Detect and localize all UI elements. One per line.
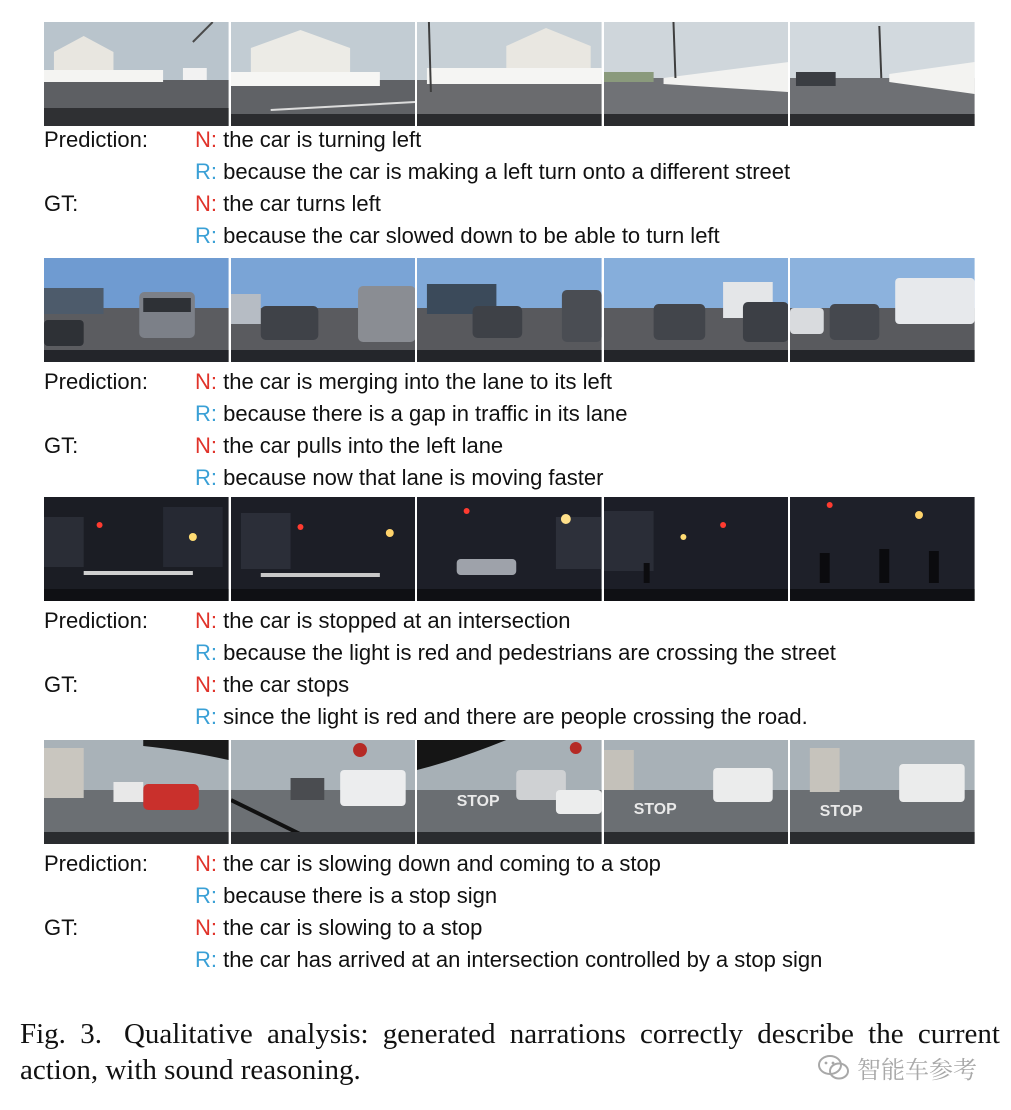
example-3-gt-narration [195, 672, 349, 698]
reasoning-tag: R: [195, 947, 217, 972]
example-4-frames [44, 740, 975, 844]
example-4-frame-4 [604, 740, 791, 844]
example-2-frame-2 [231, 258, 418, 362]
reasoning-text: because the light is red and pedestrians are crossing the street [217, 640, 836, 665]
example-2-gt-narration [195, 433, 503, 459]
narration-text: the car turns left [217, 191, 381, 216]
example-3-frame-2 [231, 497, 418, 601]
example-1-frames [44, 22, 975, 126]
example-4-gt-reasoning [195, 947, 822, 973]
reasoning-tag: R: [195, 159, 217, 184]
example-2-gt-reasoning [195, 465, 603, 491]
wechat-icon [817, 1054, 851, 1082]
example-3-frame-5 [790, 497, 975, 601]
narration-tag: N: [195, 672, 217, 697]
example-1-prediction-reasoning [195, 159, 790, 185]
narration-text: the car is slowing to a stop [217, 915, 483, 940]
example-4-prediction-narration [195, 851, 661, 877]
example-1-frame-4 [604, 22, 791, 126]
narration-tag: N: [195, 433, 217, 458]
caption-text: Qualitative analysis: generated narrations correctly describe the current action, with sound reasoning. [20, 1018, 1000, 1086]
reasoning-tag: R: [195, 465, 217, 490]
stop-road-marking: STOP [820, 802, 864, 821]
example-4-gt-narration [195, 915, 482, 941]
reasoning-text: because the car slowed down to be able to turn left [217, 223, 720, 248]
narration-tag: N: [195, 127, 217, 152]
example-1-gt-reasoning [195, 223, 720, 249]
example-1-prediction-label: Prediction: [44, 127, 148, 152]
narration-text: the car is stopped at an intersection [217, 608, 571, 633]
narration-tag: N: [195, 191, 217, 216]
example-2-prediction-narration [195, 369, 612, 395]
example-1-frame-2 [231, 22, 418, 126]
example-3-gt-label: GT: [44, 672, 79, 697]
narration-text: the car is slowing down and coming to a stop [217, 851, 661, 876]
example-4-frame-3 [417, 740, 604, 844]
example-2-frame-4 [604, 258, 791, 362]
reasoning-text: because there is a gap in traffic in its lane [217, 401, 628, 426]
stop-road-marking: STOP [456, 792, 500, 811]
watermark-text: 智能车参考 [857, 1056, 977, 1084]
example-3-frame-1 [44, 497, 231, 601]
example-2-frame-5 [790, 258, 975, 362]
example-4-frame-5 [790, 740, 975, 844]
reasoning-text: because there is a stop sign [217, 883, 498, 908]
narration-text: the car is turning left [217, 127, 422, 152]
narration-tag: N: [195, 369, 217, 394]
narration-tag: N: [195, 851, 217, 876]
example-2-prediction-label: Prediction: [44, 369, 148, 394]
example-2-prediction-reasoning [195, 401, 628, 427]
reasoning-text: because the car is making a left turn onto a different street [217, 159, 791, 184]
example-4-gt-label: GT: [44, 915, 79, 940]
narration-text: the car pulls into the left lane [217, 433, 504, 458]
reasoning-text: because now that lane is moving faster [217, 465, 604, 490]
narration-text: the car is merging into the lane to its left [217, 369, 612, 394]
example-3-prediction-reasoning [195, 640, 836, 666]
example-2-frame-3 [417, 258, 604, 362]
reasoning-tag: R: [195, 401, 217, 426]
example-3-prediction-label: Prediction: [44, 608, 148, 633]
example-3-prediction-narration [195, 608, 570, 634]
narration-text: the car stops [217, 672, 350, 697]
narration-tag: N: [195, 608, 217, 633]
reasoning-text: since the light is red and there are people crossing the road. [217, 704, 808, 729]
example-1-prediction-narration [195, 127, 421, 153]
example-2-frame-1 [44, 258, 231, 362]
example-4-frame-1 [44, 740, 231, 844]
reasoning-tag: R: [195, 223, 217, 248]
example-3-frames [44, 497, 975, 601]
reasoning-tag: R: [195, 640, 217, 665]
watermark [817, 1050, 977, 1085]
example-1-gt-label: GT: [44, 191, 79, 216]
example-4-prediction-label: Prediction: [44, 851, 148, 876]
example-1-frame-3 [417, 22, 604, 126]
narration-tag: N: [195, 915, 217, 940]
figure-label: Fig. 3. [20, 1018, 102, 1050]
example-3-frame-3 [417, 497, 604, 601]
example-4-prediction-reasoning [195, 883, 497, 909]
reasoning-tag: R: [195, 883, 217, 908]
example-1-gt-narration [195, 191, 381, 217]
reasoning-text: the car has arrived at an intersection controlled by a stop sign [217, 947, 823, 972]
example-1-frame-1 [44, 22, 231, 126]
example-1-frame-5 [790, 22, 975, 126]
example-3-gt-reasoning [195, 704, 808, 730]
example-2-frames [44, 258, 975, 362]
example-4-frame-2 [231, 740, 418, 844]
example-3-frame-4 [604, 497, 791, 601]
example-2-gt-label: GT: [44, 433, 79, 458]
stop-road-marking: STOP [633, 800, 677, 819]
reasoning-tag: R: [195, 704, 217, 729]
